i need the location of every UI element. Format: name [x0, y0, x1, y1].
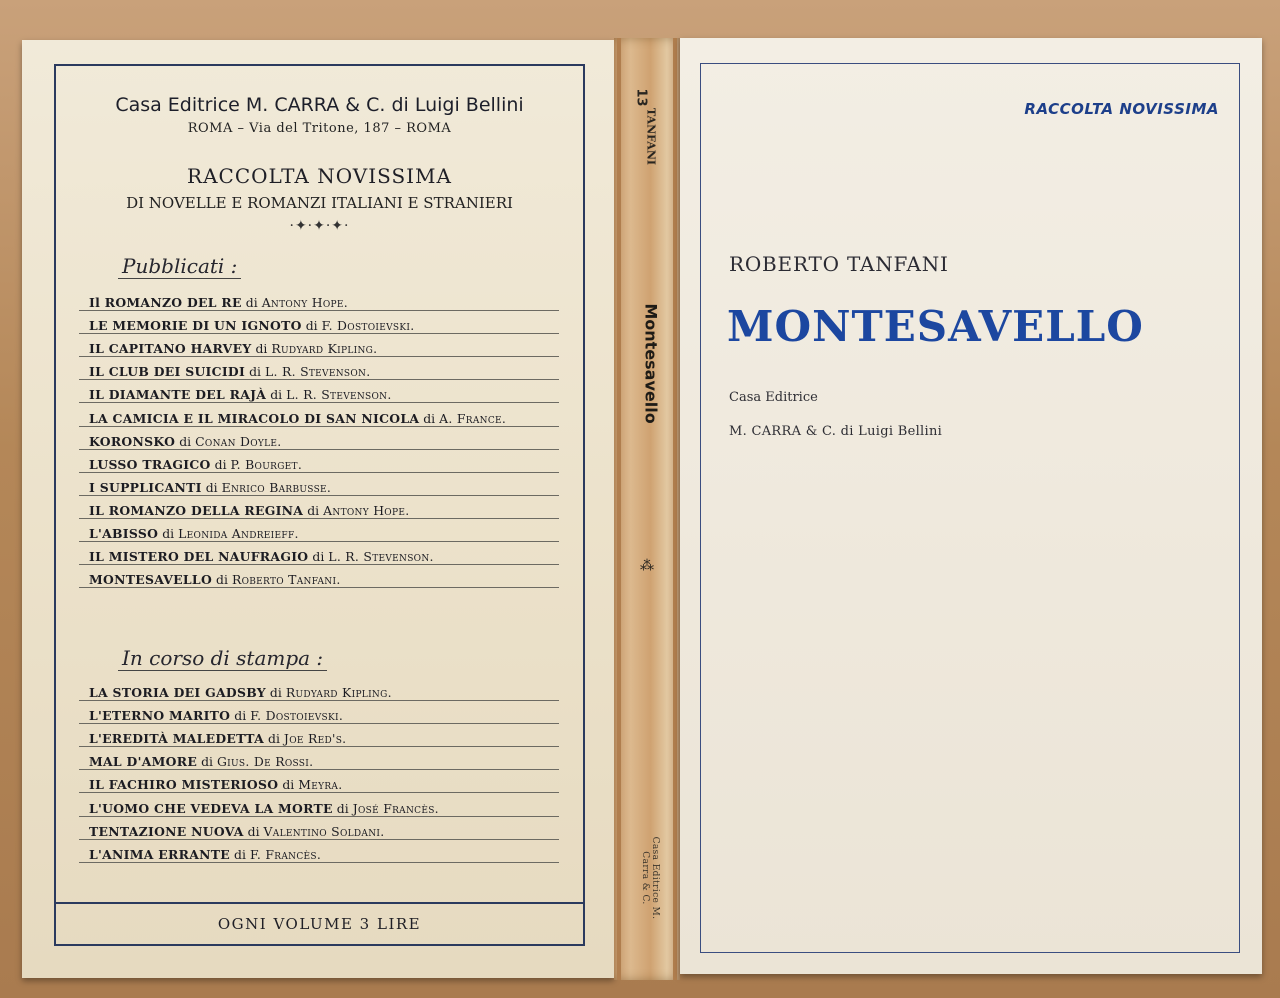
book-title: LA STORIA DEI GADSBY	[89, 685, 266, 701]
book-title: IL CAPITANO HARVEY	[89, 341, 252, 357]
spine-title: Montesavello	[641, 303, 661, 424]
book-author: L. R. Stevenson.	[286, 387, 392, 403]
by-word: di	[179, 433, 192, 449]
book-spine	[614, 38, 680, 980]
book-list-item	[79, 701, 559, 724]
by-word: di	[423, 410, 436, 426]
in-press-list	[79, 678, 559, 863]
by-word: di	[234, 846, 246, 862]
by-word: di	[268, 731, 280, 747]
book-list-item	[79, 840, 559, 863]
series-title: RACCOLTA NOVISSIMA	[187, 164, 452, 188]
series-subtitle: DI NOVELLE E ROMANZI ITALIANI E STRANIERI	[126, 194, 513, 212]
book-list-item	[79, 288, 559, 311]
book-author: José Francès.	[352, 800, 439, 816]
spine-edge-left	[617, 38, 621, 980]
by-word: di	[255, 341, 268, 357]
book-title: Il ROMANZO DEL RE	[89, 295, 242, 311]
by-word: di	[216, 572, 228, 588]
imprint-line-2: M. CARRA & C. di Luigi Bellini	[729, 424, 943, 439]
by-word: di	[247, 823, 260, 839]
book-list-item	[79, 542, 559, 565]
book-author: Conan Doyle.	[195, 433, 282, 449]
book-list-item	[79, 357, 559, 380]
book-list-item	[79, 519, 559, 542]
published-heading: Pubblicati :	[118, 254, 241, 279]
by-word: di	[214, 456, 227, 472]
by-word: di	[249, 364, 261, 380]
imprint-line-1: Casa Editrice	[729, 390, 818, 405]
by-word: di	[205, 479, 218, 495]
book-list-item	[79, 403, 559, 426]
cover-title: MONTESAVELLO	[727, 302, 1144, 351]
by-word: di	[201, 754, 213, 770]
book-author: Rudyard Kipling.	[271, 341, 378, 357]
book-author: Rudyard Kipling.	[285, 685, 392, 701]
by-word: di	[307, 502, 320, 518]
book-list-item	[79, 747, 559, 770]
book-title: L'ABISSO	[89, 526, 159, 542]
book-title: LE MEMORIE DI UN IGNOTO	[89, 318, 302, 334]
book-title: IL ROMANZO DELLA REGINA	[89, 502, 304, 518]
cover-author: ROBERTO TANFANI	[729, 252, 949, 276]
book-title: IL DIAMANTE DEL RAJÀ	[89, 387, 267, 403]
book-list-item	[79, 678, 559, 701]
published-list	[79, 288, 559, 588]
book-title: MONTESAVELLO	[89, 572, 213, 588]
book-author: Roberto Tanfani.	[231, 572, 341, 588]
book-author: Valentino Soldani.	[263, 823, 385, 839]
book-author: P. Bourget.	[230, 456, 303, 472]
book-author: F. Dostoievski.	[250, 708, 344, 724]
by-word: di	[162, 526, 175, 542]
publisher-name: Casa Editrice M. CARRA & C. di Luigi Bellini	[115, 94, 524, 116]
book-author: F. Francès.	[249, 846, 322, 862]
book-author: Meyra.	[298, 777, 343, 793]
book-author: Enrico Barbusse.	[221, 479, 332, 495]
by-word: di	[336, 800, 349, 816]
book-list-item	[79, 565, 559, 588]
back-cover-frame	[54, 64, 585, 946]
in-press-heading: In corso di stampa :	[118, 646, 327, 671]
book-title: LUSSO TRAGICO	[89, 456, 211, 472]
book-author: A. France.	[439, 410, 507, 426]
front-cover	[680, 38, 1262, 974]
book-author: Joe Red's.	[283, 731, 347, 747]
book-title: L'EREDITÀ MALEDETTA	[89, 731, 265, 747]
book-title: MAL D'AMORE	[89, 754, 198, 770]
book-title: IL CLUB DEI SUICIDI	[89, 364, 246, 380]
price-notice: OGNI VOLUME 3 LIRE	[56, 902, 583, 944]
front-cover-frame	[700, 63, 1240, 953]
collection-name: RACCOLTA NOVISSIMA	[1024, 100, 1219, 118]
book-list-item	[79, 496, 559, 519]
by-word: di	[234, 708, 247, 724]
spine-ornament: ⁂	[640, 558, 654, 574]
spine-author: TANFANI	[644, 107, 658, 166]
book-list-item	[79, 770, 559, 793]
book-author: Antony Hope.	[323, 502, 410, 518]
by-word: di	[269, 685, 282, 701]
book-list-item	[79, 724, 559, 747]
spine-volume-number: 13	[633, 88, 649, 107]
by-word: di	[245, 295, 258, 311]
book-author: Antony Hope.	[261, 295, 348, 311]
by-word: di	[305, 318, 318, 334]
by-word: di	[270, 387, 283, 403]
book-list-item	[79, 473, 559, 496]
book-title: KORONSKO	[89, 433, 176, 449]
back-cover	[22, 40, 614, 978]
book-title: L'UOMO CHE VEDEVA LA MORTE	[89, 800, 333, 816]
book-author: F. Dostoievski.	[321, 318, 415, 334]
book-author: Leonida Andreieff.	[178, 526, 299, 542]
by-word: di	[282, 777, 295, 793]
book-list-item	[79, 334, 559, 357]
book-author: L. R. Stevenson.	[264, 364, 371, 380]
book-title: IL FACHIRO MISTERIOSO	[89, 777, 279, 793]
book-title: I SUPPLICANTI	[89, 479, 202, 495]
book-list-item	[79, 380, 559, 403]
book-title: L'ETERNO MARITO	[89, 708, 231, 724]
book-list-item	[79, 450, 559, 473]
book-list-item	[79, 427, 559, 450]
book-title: IL MISTERO DEL NAUFRAGIO	[89, 549, 309, 565]
by-word: di	[312, 549, 325, 565]
book-list-item	[79, 311, 559, 334]
spine-publisher: Casa Editrice M. Carra & C.	[640, 836, 660, 920]
book-author: Gius. De Rossi.	[216, 754, 314, 770]
book-title: TENTAZIONE NUOVA	[89, 823, 244, 839]
book-list-item	[79, 793, 559, 816]
ornament-divider: ·✦·✦·✦·	[289, 218, 350, 234]
spine-edge-right	[673, 38, 677, 980]
publisher-address: ROMA – Via del Tritone, 187 – ROMA	[187, 121, 452, 136]
book-list-item	[79, 817, 559, 840]
book-title: L'ANIMA ERRANTE	[89, 846, 231, 862]
book-title: LA CAMICIA E IL MIRACOLO DI SAN NICOLA	[89, 410, 420, 426]
book-author: L. R. Stevenson.	[328, 549, 434, 565]
